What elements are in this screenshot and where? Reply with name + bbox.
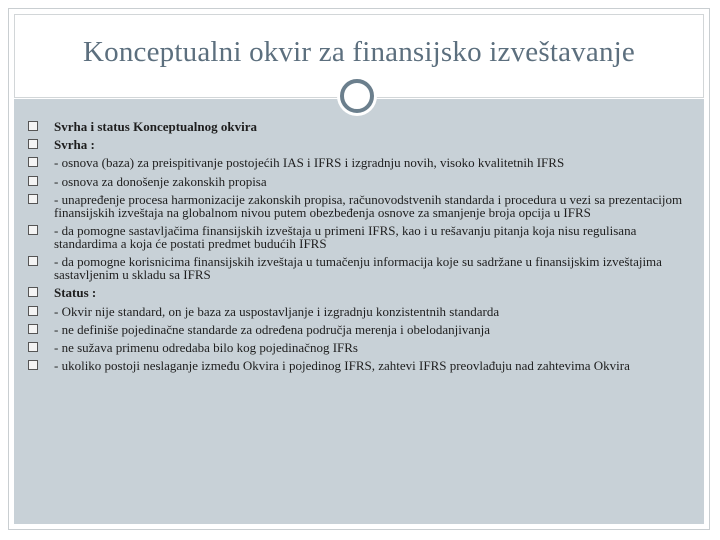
list-item (24, 286, 692, 299)
list-item-text: - da pomogne sastavljačima finansijskih izveštaja u primeni IFRS, kao i u rešavanju pitanja koja nisu regulisana standardima a koja će postati predmet budućih IFRS (54, 222, 637, 251)
list-item-text: Status : (54, 285, 97, 301)
checkbox-square-icon (28, 360, 38, 370)
circle-ornament-icon (340, 79, 374, 113)
list-item-text: Svrha i status Konceptualnog okvira (54, 119, 257, 134)
checkbox-square-icon (28, 342, 38, 352)
bullet-list (24, 120, 692, 377)
checkbox-square-icon (28, 225, 38, 235)
list-item-text: - ukoliko postoji neslaganje između Okvira i pojedinog IFRS, zahtevi IFRS preovlađuju nad zahtevima Okvira (54, 358, 630, 374)
list-item (24, 323, 692, 336)
list-item (24, 359, 692, 372)
list-item (24, 305, 692, 318)
list-item (24, 193, 692, 219)
checkbox-square-icon (28, 157, 38, 167)
list-item-text: - Okvir nije standard, on je baza za uspostavljanje i izgradnju konzistentnih standarda (54, 303, 500, 319)
list-item (24, 175, 692, 188)
list-item (24, 138, 692, 151)
list-item (24, 341, 692, 354)
checkbox-square-icon (28, 139, 38, 149)
list-item-text: - osnova za donošenje zakonskih propisa (54, 173, 267, 189)
list-item (24, 120, 692, 133)
checkbox-square-icon (28, 306, 38, 316)
list-item-text: - da pomogne korisnicima finansijskih izveštaja u tumačenju informacija koje su sadržane u finansijskim izveštajima sastavljenim u skladu sa IFRS (54, 254, 662, 283)
checkbox-square-icon (28, 324, 38, 334)
checkbox-square-icon (28, 287, 38, 297)
list-item-text: - ne definiše pojedinačne standarde za određena područja merenja i obelodanjivanja (54, 321, 491, 337)
slide-title: Konceptualni okvir za finansijsko izveštavanje (83, 36, 635, 68)
list-item (24, 224, 692, 250)
list-item-text: - unapređenje procesa harmonizacije zakonskih propisa, računovodstvenih standarda i procedura u vezi sa prezentacijom finansijskih izveštaja na globalnom nivou putem obezbeđenja osnove za smanjenje broja opcija u IFRS (54, 191, 683, 220)
list-item (24, 255, 692, 281)
checkbox-square-icon (28, 194, 38, 204)
checkbox-square-icon (28, 121, 38, 131)
list-item-text: - ne sužava primenu odredaba bilo kog pojedinačnog IFRs (54, 339, 358, 355)
list-item-text: - osnova (baza) za preispitivanje postojećih IAS i IFRS i izgradnju novih, visoko kvalitetnih IFRS (54, 155, 565, 171)
checkbox-square-icon (28, 176, 38, 186)
list-item (24, 156, 692, 169)
list-item-text: Svrha : (54, 137, 95, 153)
checkbox-square-icon (28, 256, 38, 266)
